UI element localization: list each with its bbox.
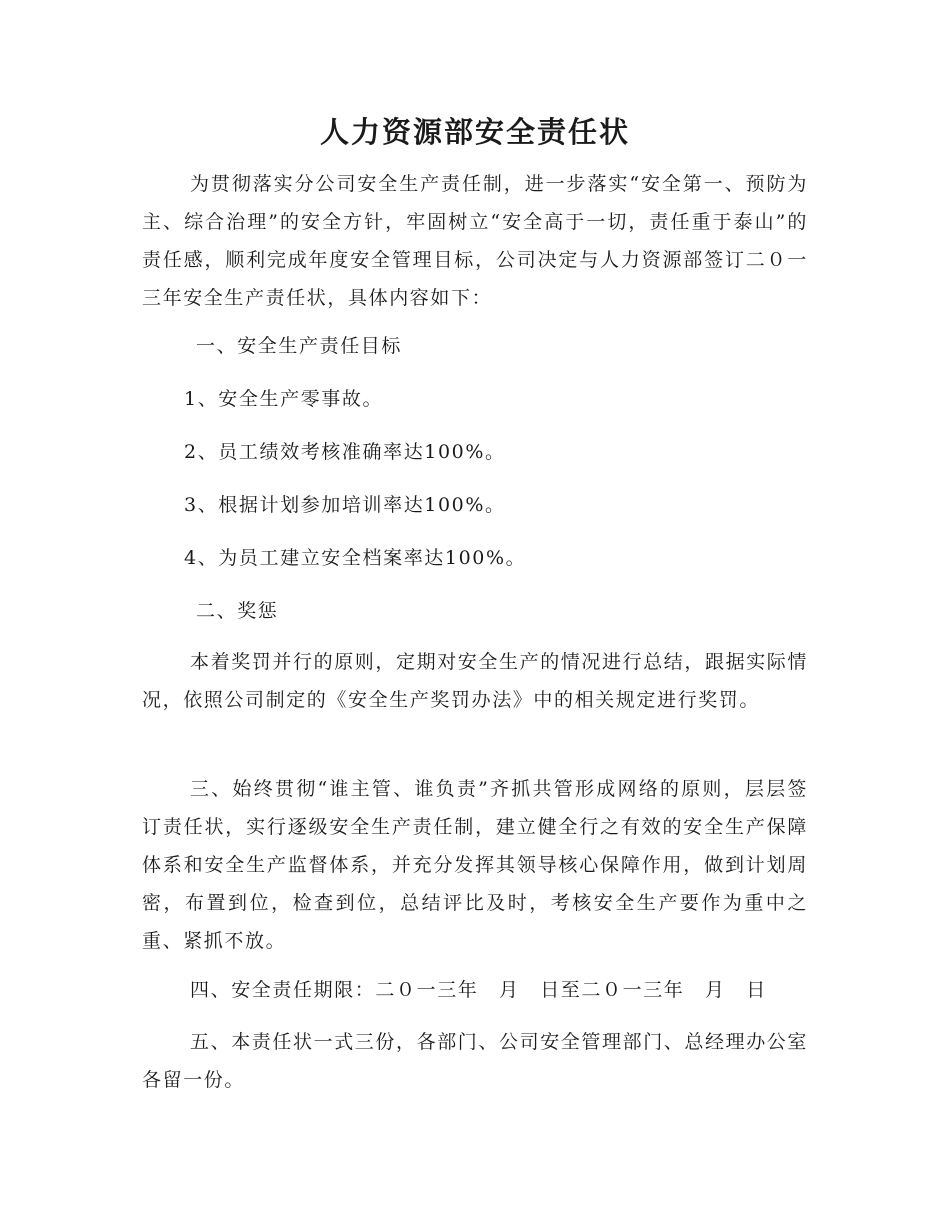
section2-body: 本着奖罚并行的原则，定期对安全生产的情况进行总结，跟据实际情况，依照公司制定的《安全生产奖罚办法》中的相关规定进行奖罚。 bbox=[142, 651, 809, 711]
section2-heading: 二、奖惩 bbox=[196, 600, 279, 622]
document-title: 人力资源部安全责任状 bbox=[319, 115, 630, 149]
target-item-3: 3、根据计划参加培训率达100%。 bbox=[184, 494, 506, 516]
section5-body: 五、本责任状一式三份，各部门、公司安全管理部门、总经理办公室各留一份。 bbox=[142, 1031, 809, 1091]
section4-body: 四、安全责任期限：二０一三年 月 日至二０一三年 月 日 bbox=[190, 979, 767, 1001]
intro-paragraph: 为贯彻落实分公司安全生产责任制，进一步落实“安全第一、预防为主、综合治理”的安全方针，牢固树立“安全高于一切，责任重于泰山”的责任感，顺利完成年度安全管理目标，公司决定与人力资源部签订二０一三年安全生产责任状，具体内容如下： bbox=[142, 173, 808, 309]
target-item-1: 1、安全生产零事故。 bbox=[184, 388, 384, 410]
target-item-2: 2、员工绩效考核准确率达100%。 bbox=[184, 441, 506, 463]
target-item-4: 4、为员工建立安全档案率达100%。 bbox=[184, 547, 527, 569]
section1-heading: 一、安全生产责任目标 bbox=[196, 335, 403, 357]
section3-body: 三、始终贯彻“谁主管、谁负责”齐抓共管形成网络的原则，层层签订责任状，实行逐级安全生产责任制，建立健全行之有效的安全生产保障体系和安全生产监督体系，并充分发挥其领导核心保障作用，做到计划周密，布置到位，检查到位，总结评比及时，考核安全生产要作为重中之重、紧抓不放。 bbox=[142, 778, 808, 952]
